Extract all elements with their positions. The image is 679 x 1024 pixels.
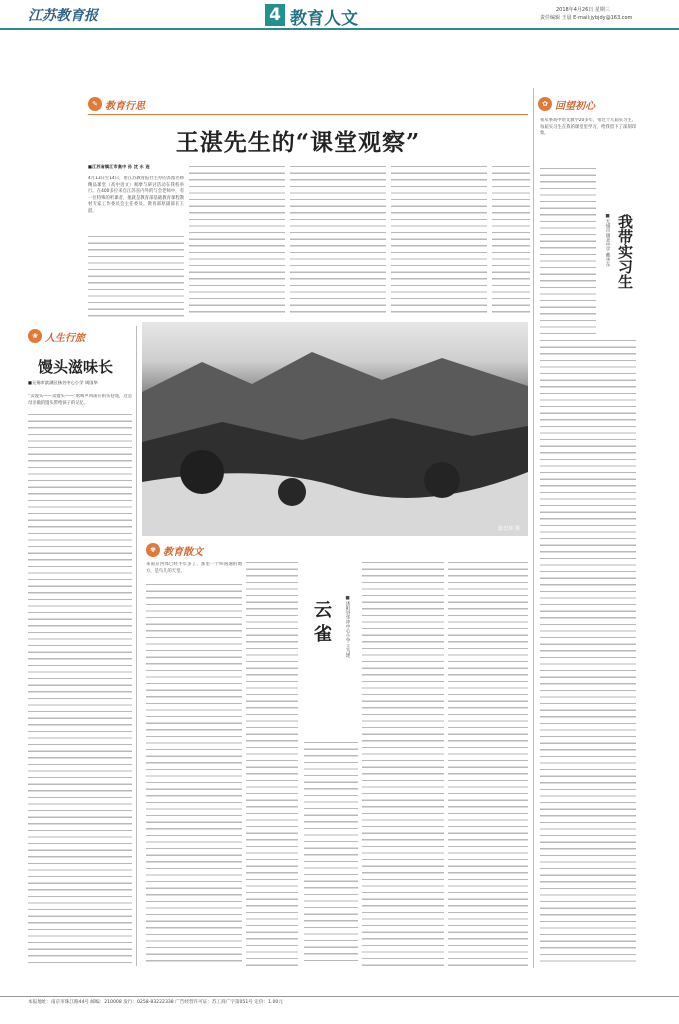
main-article-intro: 4月13日至14日，由江苏教育报社主办的苏派名师精品课堂（高中语文）观摩与研讨活动在我校举行。在400多位来自江苏省内外的与会老师中，有一位特殊的听课者，他就是教育部基础教育课程教材专家工作委员会主任委员、教育部原副部长王湛。 (88, 176, 184, 214)
footer-text: 本报地址：南京市珠江路44号 邮编：210008 发行：0258-83222338 广告经营许可证：苏工商广字第051号 定价：1.00元 (28, 1000, 283, 1005)
left-article-intro: “卖馒头——卖馒头——”吆喝声回荡在街头巷尾，这是母亲做的馒头带给孩子的记忆。 (28, 394, 132, 406)
middle-article-title: 云 雀 (311, 600, 332, 643)
newspaper-logo: 江苏教育报 (28, 8, 98, 24)
left-article-text (28, 414, 132, 966)
middle-article-text-col1 (146, 584, 242, 966)
right-article-intro: 我从事高中语文教学20多年，带过十几届实习生，每届实习生在我的课堂里学习，给我留下了深刻印象。 (540, 118, 636, 137)
page-section-title: 教育人文 (290, 9, 358, 29)
left-article-title: 馒头滋味长 (38, 358, 114, 376)
right-article-text-top (540, 168, 596, 338)
middle-article-text-col4 (362, 562, 444, 966)
landscape-photo (142, 322, 528, 536)
section-tag-retrospect: ✿ 回望初心 (538, 96, 595, 112)
section-tag-life-journey: ❀ 人生行旅 (28, 328, 85, 344)
section-tag-edu-thinking: ✎ 教育行思 (88, 96, 145, 112)
main-article-text-col3 (290, 166, 386, 318)
leaf-icon: ✾ (146, 543, 160, 557)
main-article-text-col5 (492, 166, 530, 318)
issue-info: 2018年4月26日 星期三 (556, 7, 610, 13)
left-article-byline: ■无锡市滨湖区扬名中心小学 周国华 (28, 380, 98, 385)
main-article-title: 王湛先生的“课堂观察” (175, 129, 421, 156)
column-divider (136, 326, 137, 966)
leaf-icon: ✿ (538, 97, 552, 111)
right-article-text (540, 340, 636, 962)
editor-info: 责任编辑 王晨 E-mail:jybjdy@163.com (540, 15, 633, 21)
right-article-title: 我带实习生 (616, 214, 634, 289)
main-article-text-col1 (88, 236, 184, 318)
middle-article-text-col3 (304, 742, 358, 966)
section-tag-edu-prose: ✾ 教育散文 (146, 542, 203, 558)
column-divider (533, 88, 534, 968)
page-number-badge: 4 (265, 4, 285, 26)
leaf-icon: ❀ (28, 329, 42, 343)
photo-caption: 陈忠林 摄 (498, 526, 520, 532)
right-article-byline: ■无锡市锡北中学 戴华东 (605, 214, 610, 267)
masthead (0, 0, 679, 30)
section-rule (88, 114, 528, 115)
middle-article-intro: 来南京西郊已经半年多了，那里一个叫圆通的地方，是鸟儿的天堂。 (146, 562, 242, 574)
middle-article-text-col2 (246, 562, 298, 966)
middle-article-byline: ■沭阳县华冲中心小学 王乃建 (345, 596, 350, 658)
leaf-icon: ✎ (88, 97, 102, 111)
main-article-byline: ■江苏省镇江市高中 孙 沈 永 连 (88, 164, 150, 169)
photo-scene (142, 322, 528, 536)
main-article-text-col4 (391, 166, 487, 318)
main-article-text-col2 (189, 166, 285, 318)
middle-article-text-col5 (448, 562, 528, 966)
